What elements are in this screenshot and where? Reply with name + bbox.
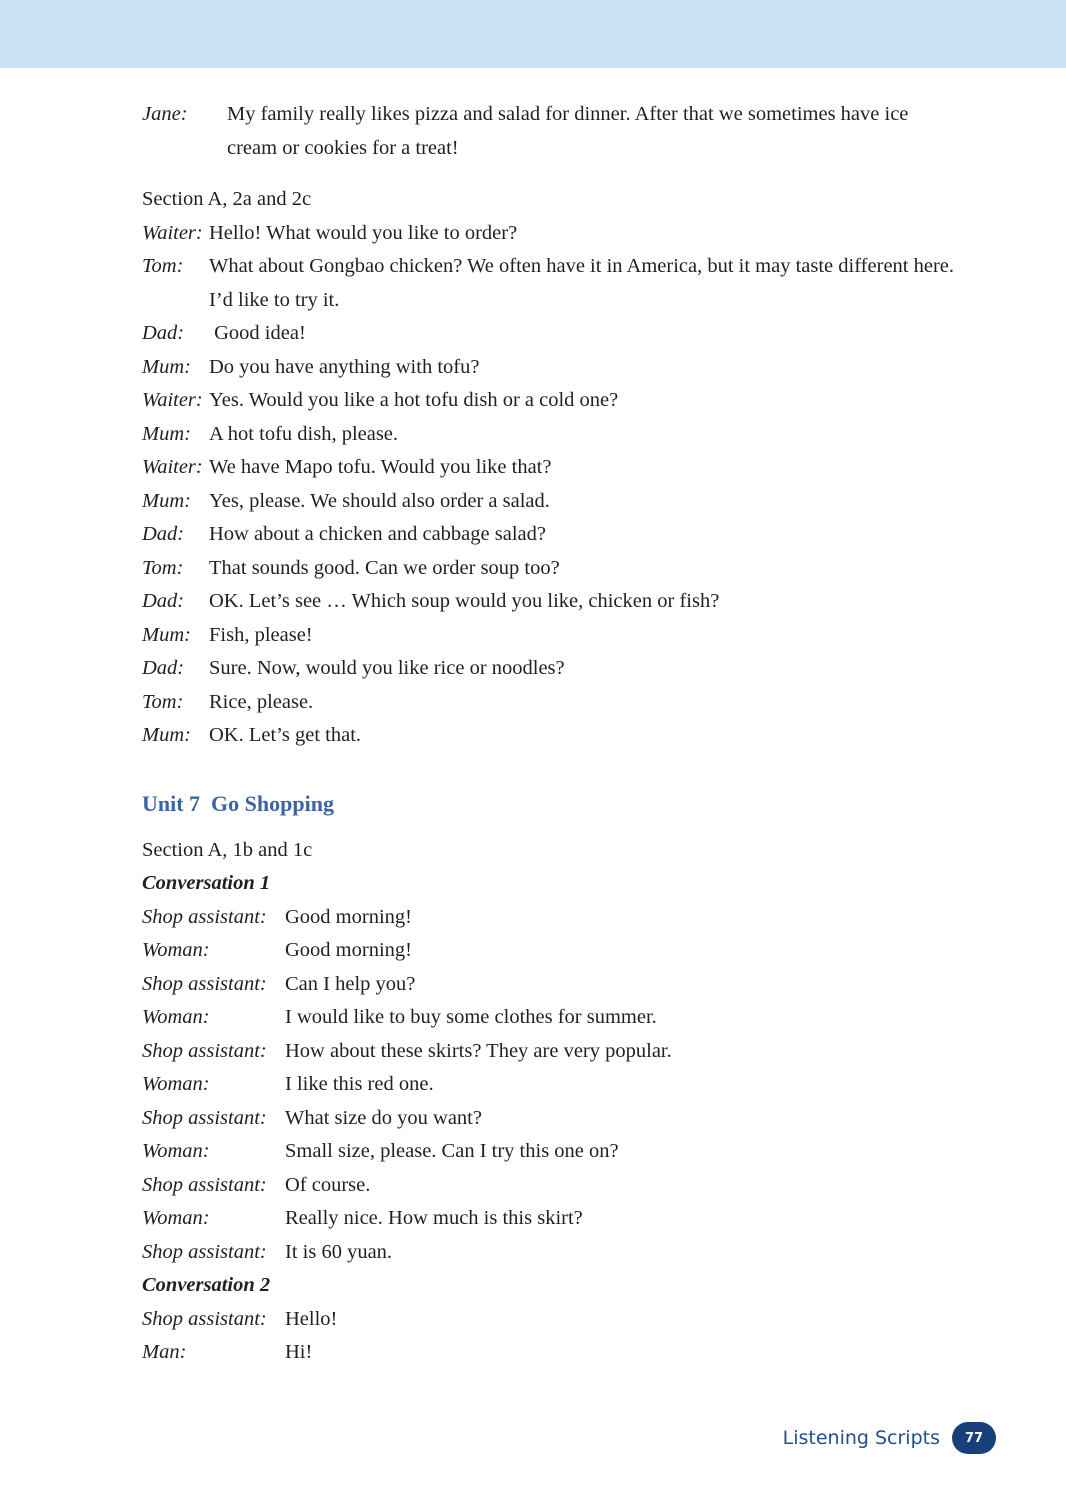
speaker-label: Woman:	[142, 1207, 210, 1229]
speaker-label: Tom:	[142, 255, 184, 277]
section-heading-1b-1c: Section A, 1b and 1c	[142, 838, 313, 861]
dialogue-line	[142, 1135, 960, 1169]
speaker-label: Waiter:	[142, 221, 203, 244]
dialogue-text: Yes. Would you like a hot tofu dish or a cold one?	[209, 389, 619, 411]
dialogue-line-jane	[142, 98, 960, 165]
dialogue-text: Rice, please.	[209, 690, 314, 713]
dialogue-text: Do you have anything with tofu?	[209, 355, 480, 378]
speaker-label: Tom:	[142, 556, 184, 579]
speaker-label: Mum:	[142, 489, 191, 512]
speaker-label: Woman:	[142, 1006, 210, 1028]
dialogue-line	[142, 1068, 960, 1102]
speaker-label: Shop assistant:	[142, 972, 267, 995]
dialogue-text: What about Gongbao chicken? We often have it in America, but it may taste different here. I’d like to try it.	[209, 255, 955, 311]
dialogue-text: OK. Let’s get that.	[209, 724, 362, 746]
dialogue-text: Can I help you?	[285, 972, 416, 995]
dialogue-text: Yes, please. We should also order a salad.	[209, 489, 550, 512]
dialogue-text: My family really likes pizza and salad for dinner. After that we sometimes have ice cream or cookies for a treat!	[227, 103, 909, 159]
dialogue-text: What size do you want?	[285, 1106, 482, 1129]
dialogue-line	[142, 619, 960, 653]
dialogue-line	[142, 934, 960, 968]
dialogue-line	[142, 968, 960, 1002]
speaker-label: Shop assistant:	[142, 1173, 267, 1196]
dialogue-text: That sounds good. Can we order soup too?	[209, 556, 560, 579]
dialogue-line	[142, 1035, 960, 1069]
speaker-label: Shop assistant:	[142, 1106, 267, 1129]
dialogue-text: Hello! What would you like to order?	[209, 221, 518, 244]
dialogue-text: Good idea!	[209, 322, 306, 344]
dialogue-text: It is 60 yuan.	[285, 1240, 393, 1263]
dialogue-text: We have Mapo tofu. Would you like that?	[209, 456, 552, 478]
dialogue-text: I would like to buy some clothes for summer.	[285, 1006, 657, 1028]
page-content	[142, 98, 960, 1370]
speaker-label: Waiter:	[142, 389, 203, 411]
dialogue-line	[142, 686, 960, 720]
dialogue-line	[142, 217, 960, 251]
conversation-title: Conversation 2	[142, 1274, 271, 1296]
speaker-label: Dad:	[142, 523, 185, 545]
speaker-label: Mum:	[142, 422, 191, 445]
dialogue-text: Of course.	[285, 1173, 371, 1196]
speaker-label: Mum:	[142, 623, 191, 646]
dialogue-text: Hi!	[285, 1341, 313, 1363]
speaker-label: Jane:	[142, 103, 188, 125]
footer-label: Listening Scripts	[782, 1427, 940, 1449]
dialogue-line	[142, 351, 960, 385]
speaker-label: Woman:	[142, 1073, 210, 1095]
dialogue-line	[142, 518, 960, 552]
dialogue-line	[142, 1169, 960, 1203]
speaker-label: Shop assistant:	[142, 1307, 267, 1330]
dialogue-line	[142, 418, 960, 452]
speaker-label: Dad:	[142, 590, 185, 612]
speaker-label: Mum:	[142, 355, 191, 378]
speaker-label: Dad:	[142, 657, 185, 679]
dialogue-text: How about a chicken and cabbage salad?	[209, 523, 546, 545]
dialogue-line	[142, 585, 960, 619]
dialogue-text: Good morning!	[285, 905, 412, 928]
dialogue-line	[142, 1001, 960, 1035]
speaker-label: Waiter:	[142, 456, 203, 478]
speaker-label: Tom:	[142, 690, 184, 713]
dialogue-line	[142, 250, 960, 317]
speaker-label: Shop assistant:	[142, 905, 267, 928]
dialogue-text: A hot tofu dish, please.	[209, 422, 399, 445]
header-band	[0, 0, 1066, 68]
dialogue-text: How about these skirts? They are very popular.	[285, 1039, 672, 1062]
speaker-label: Mum:	[142, 724, 191, 746]
dialogue-text: Fish, please!	[209, 623, 313, 646]
page-footer	[783, 1422, 996, 1454]
page-number-badge: 77	[952, 1422, 996, 1454]
dialogue-line	[142, 1202, 960, 1236]
conversation-title: Conversation 1	[142, 872, 271, 894]
dialogue-line	[142, 1236, 960, 1270]
dialogue-line	[142, 552, 960, 586]
dialogue-line	[142, 1102, 960, 1136]
dialogue-line	[142, 1336, 960, 1370]
dialogue-text: Small size, please. Can I try this one on?	[285, 1140, 619, 1162]
dialogue-line	[142, 317, 960, 351]
dialogue-line	[142, 384, 960, 418]
speaker-label: Dad:	[142, 322, 185, 344]
speaker-label: Woman:	[142, 1140, 210, 1162]
speaker-label: Man:	[142, 1341, 187, 1363]
dialogue-line	[142, 719, 960, 753]
dialogue-text: Hello!	[285, 1307, 338, 1330]
dialogue-line	[142, 901, 960, 935]
unit-title: Unit 7 Go Shopping	[142, 790, 334, 816]
speaker-label: Shop assistant:	[142, 1039, 267, 1062]
dialogue-text: Sure. Now, would you like rice or noodles?	[209, 657, 565, 679]
dialogue-line	[142, 451, 960, 485]
dialogue-line	[142, 652, 960, 686]
section-heading-2a-2c: Section A, 2a and 2c	[142, 188, 312, 210]
dialogue-line	[142, 1303, 960, 1337]
dialogue-text: Good morning!	[285, 939, 412, 961]
dialogue-line	[142, 485, 960, 519]
dialogue-text: Really nice. How much is this skirt?	[285, 1207, 583, 1229]
speaker-label: Shop assistant:	[142, 1240, 267, 1263]
speaker-label: Woman:	[142, 939, 210, 961]
dialogue-text: I like this red one.	[285, 1073, 434, 1095]
dialogue-text: OK. Let’s see … Which soup would you like, chicken or fish?	[209, 590, 720, 612]
